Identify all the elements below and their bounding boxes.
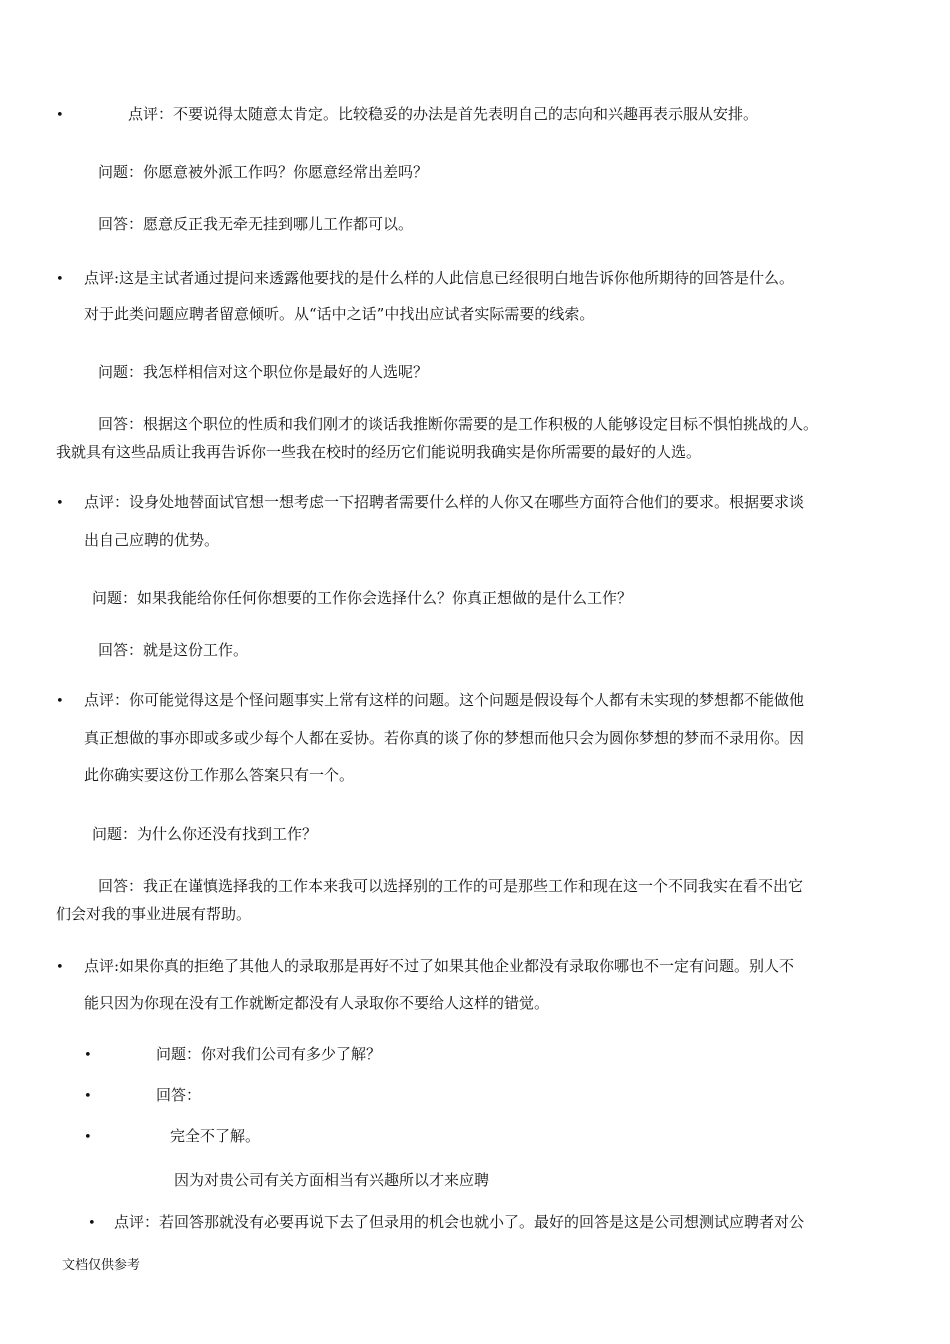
bullet-marker: •: [56, 694, 64, 709]
comment-2-line-1: 点评:这是主试者通过提问来透露他要找的是什么样的人此信息已经很明白地告诉你他所期待的回答是什么。: [84, 269, 795, 287]
comment-3-line-2: 出自己应聘的优势。: [84, 531, 220, 549]
bullet-marker: •: [84, 1130, 92, 1145]
question-2: 问题：我怎样相信对这个职位你是最好的人选呢？: [98, 363, 429, 381]
comment-5-line-1: 点评:如果你真的拒绝了其他人的录取那是再好不过了如果其他企业都没有录取你哪也不一定有问题。别人不: [84, 957, 795, 975]
comment-6-line-1: 点评：若回答那就没有必要再说下去了但录用的机会也就小了。最好的回答是这是公司想测试应聘者对公: [114, 1213, 805, 1231]
answer-2-line-2: 我就具有这些品质让我再告诉你一些我在校时的经历它们能说明我确实是你所需要的最好的人选。: [56, 443, 702, 461]
answer-5-label: 回答：: [156, 1086, 202, 1104]
answer-5-option-2: 因为对贵公司有关方面相当有兴趣所以才来应聘: [174, 1171, 490, 1189]
answer-3: 回答：就是这份工作。: [98, 641, 249, 659]
comment-4-line-3: 此你确实要这份工作那么答案只有一个。: [84, 766, 355, 784]
comment-3-line-1: 点评：设身处地替面试官想一想考虑一下招聘者需要什么样的人你又在哪些方面符合他们的要求。根据要求谈: [84, 493, 805, 511]
bullet-marker: •: [56, 960, 64, 975]
question-3: 问题：如果我能给你任何你想要的工作你会选择什么？你真正想做的是什么工作？: [92, 589, 633, 607]
footer-note: 文档仅供参考: [62, 1258, 141, 1273]
comment-5-line-2: 能只因为你现在没有工作就断定都没有人录取你不要给人这样的错觉。: [84, 994, 550, 1012]
bullet-marker: •: [88, 1216, 96, 1231]
bullet-marker: •: [56, 496, 64, 511]
comment-1: 点评：不要说得太随意太肯定。比较稳妥的办法是首先表明自己的志向和兴趣再表示服从安排。: [128, 105, 759, 123]
comment-2-line-2: 对于此类问题应聘者留意倾听。从“话中之话”中找出应试者实际需要的线索。: [84, 305, 595, 323]
comment-4-line-2: 真正想做的事亦即或多或少每个人都在妥协。若你真的谈了你的梦想而他只会为圆你梦想的梦而不录用你。因: [84, 729, 805, 747]
answer-4-line-1: 回答：我正在谨慎选择我的工作本来我可以选择别的工作的可是那些工作和现在这一个不同我实在看不出它: [98, 877, 804, 895]
question-4: 问题：为什么你还没有找到工作？: [92, 825, 318, 843]
answer-5-option-1: 完全不了解。: [170, 1127, 261, 1145]
bullet-marker: •: [84, 1089, 92, 1104]
bullet-marker: •: [56, 272, 64, 287]
answer-4-line-2: 们会对我的事业进展有帮助。: [56, 905, 252, 923]
answer-2-line-1: 回答：根据这个职位的性质和我们刚才的谈话我推断你需要的是工作积极的人能够设定目标不惧怕挑战的人。: [98, 415, 819, 433]
comment-4-line-1: 点评：你可能觉得这是个怪问题事实上常有这样的问题。这个问题是假设每个人都有未实现的梦想都不能做他: [84, 691, 805, 709]
question-5: 问题：你对我们公司有多少了解？: [156, 1045, 382, 1063]
question-1: 问题：你愿意被外派工作吗？你愿意经常出差吗？: [98, 163, 429, 181]
answer-1: 回答：愿意反正我无牵无挂到哪儿工作都可以。: [98, 215, 414, 233]
bullet-marker: •: [84, 1048, 92, 1063]
bullet-marker: •: [56, 108, 64, 123]
